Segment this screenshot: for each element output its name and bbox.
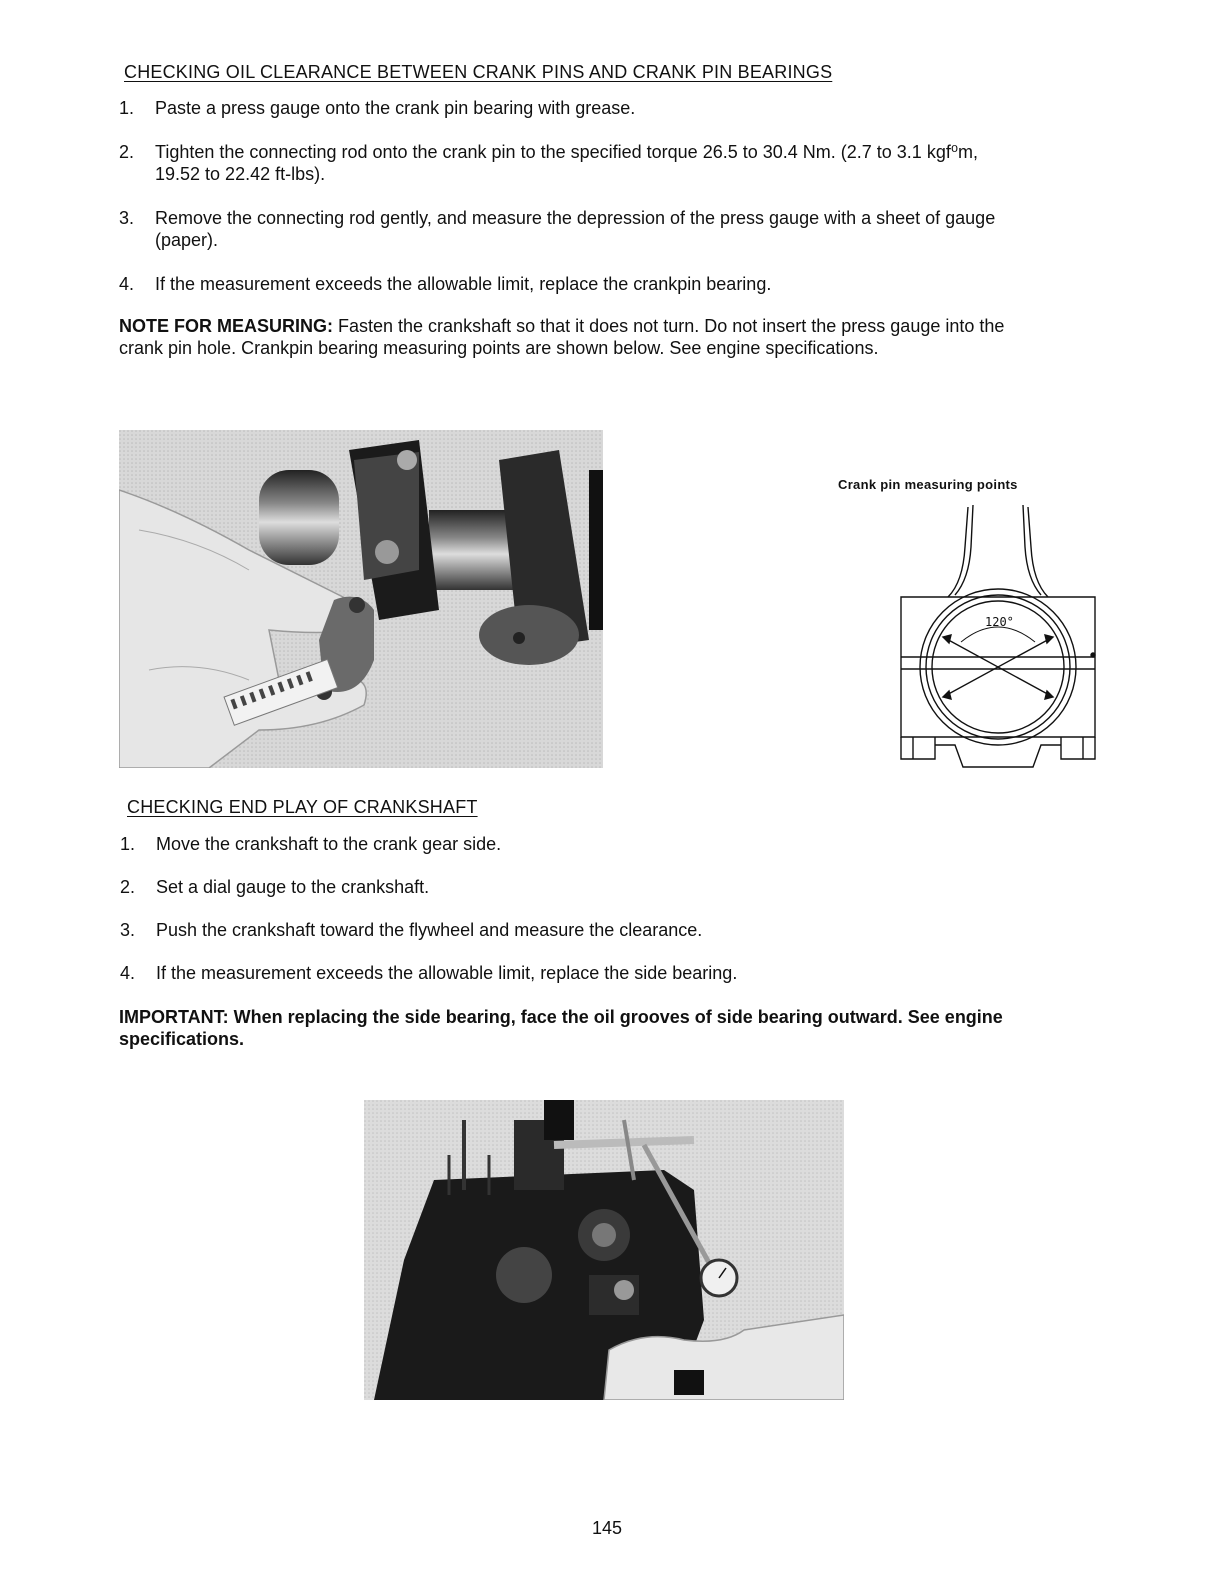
list-item — [120, 962, 1020, 984]
section-2-heading: CHECKING END PLAY OF CRANKSHAFT — [127, 797, 478, 817]
step-text: Push the crankshaft toward the flywheel and measure the clearance. — [156, 920, 703, 940]
step-number: 2. — [120, 877, 136, 897]
step-text: Set a dial gauge to the crankshaft. — [156, 877, 430, 897]
section-1-steps — [119, 97, 1019, 295]
section-2-steps — [120, 833, 1020, 984]
list-item — [120, 876, 1020, 898]
note-label: NOTE FOR MEASURING: — [119, 316, 333, 336]
note-text: Fasten the crankshaft so that it does not turn. Do not insert the press gauge into the crank pin hole. Crankpin bearing measuring points are shown below. See engine specifications. — [119, 316, 1005, 358]
important-note: IMPORTANT: When replacing the side bearing, face the oil grooves of side bearing outward. See engine specifications. — [119, 1007, 1003, 1049]
step-number: 4. — [120, 963, 136, 983]
step-text: Remove the connecting rod gently, and measure the depression of the press gauge with a sheet of gauge (paper). — [155, 208, 996, 250]
crankshaft-press-gauge-photo — [119, 430, 603, 768]
step-number: 3. — [119, 208, 135, 228]
page-number: 145 — [592, 1518, 623, 1538]
step-number: 1. — [119, 98, 135, 118]
list-item — [119, 141, 1019, 185]
step-text: Tighten the connecting rod onto the crank pin to the specified torque 26.5 to 30.4 Nm. (2.7 to 3.1 kgf⁰m, 19.52 to 22.42 ft-lbs). — [155, 142, 979, 184]
list-item — [120, 833, 1020, 855]
list-item — [119, 97, 1019, 119]
step-text: If the measurement exceeds the allowable limit, replace the side bearing. — [156, 963, 738, 983]
list-item — [119, 273, 1019, 295]
step-number: 4. — [119, 274, 135, 294]
list-item — [119, 207, 1019, 251]
step-number: 1. — [120, 834, 136, 854]
step-text: Paste a press gauge onto the crank pin bearing with grease. — [155, 98, 636, 118]
crank-pin-diagram — [893, 497, 1103, 772]
diagram-caption: Crank pin measuring points — [838, 477, 1018, 492]
step-text: If the measurement exceeds the allowable limit, replace the crankpin bearing. — [155, 274, 772, 294]
angle-label: 120° — [985, 615, 1014, 629]
measuring-note — [119, 315, 1009, 359]
step-text: Move the crankshaft to the crank gear side. — [156, 834, 502, 854]
step-number: 3. — [120, 920, 136, 940]
engine-dial-gauge-photo — [364, 1100, 844, 1400]
step-number: 2. — [119, 142, 135, 162]
section-1-heading: CHECKING OIL CLEARANCE BETWEEN CRANK PINS AND CRANK PIN BEARINGS — [124, 62, 833, 82]
list-item — [120, 919, 1020, 941]
